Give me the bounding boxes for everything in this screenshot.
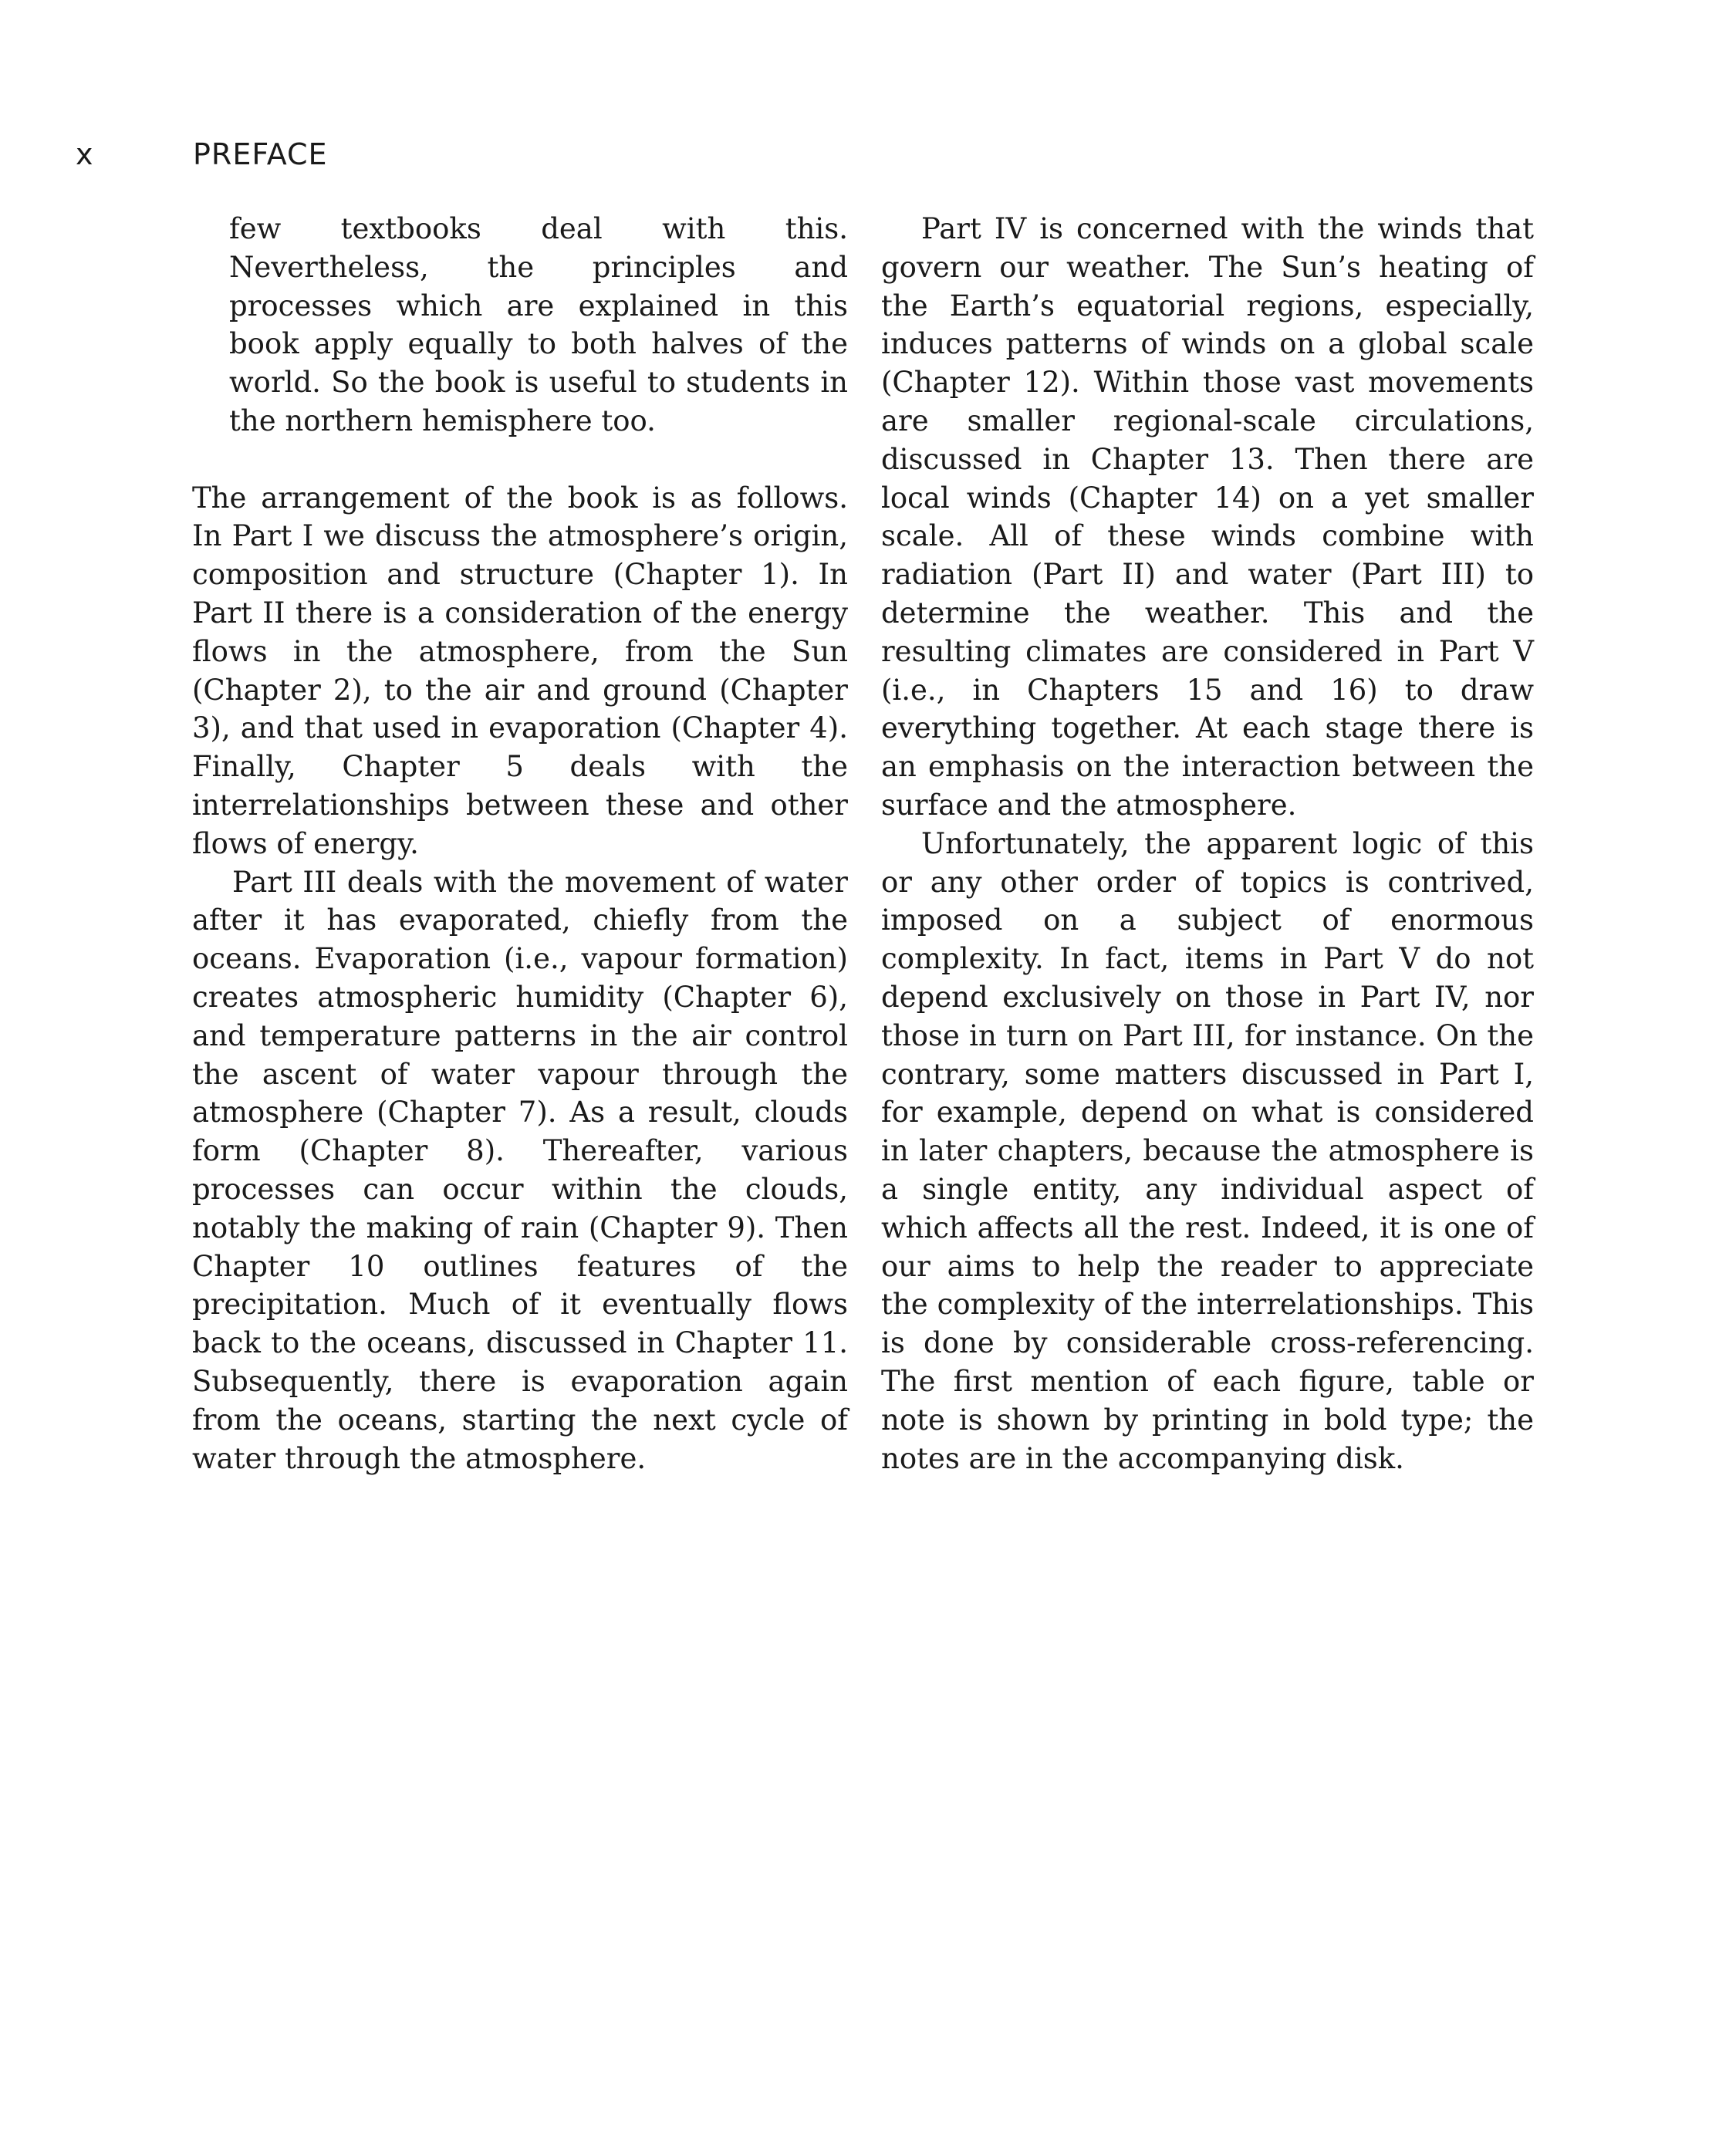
page-number: x xyxy=(76,137,94,171)
paragraph-part-four: Part IV is concerned with the winds that govern our weather. The Sun’s heating of the Earth’s equatorial regions, especially, induces patterns of winds on a global scale (Chapter 12). Within those vast movements are smaller regional-scale circulations, discussed in Chapter 13. Then there are local winds (Chapter 14) on a yet smaller scale. All of these winds combine with radiation (Part II) and water (Part III) to determine the weather. This and the resulting climates are considered in Part V (i.e., in Chapters 15 and 16) to draw everything together. At each stage there is an emphasis on the interaction between the surface and the atmosphere. xyxy=(881,212,1534,822)
right-column xyxy=(881,210,1534,1477)
section-title: PREFACE xyxy=(193,137,328,171)
paragraph-arrangement: The arrangement of the book is as follows. In Part I we discuss the atmosphere’s origin, composition and structure (Chapter 1). In Part II there is a consideration of the energy flows in the atmosphere, from the Sun (Chapter 2), to the air and ground (Chapter 3), and that used in evaporation (Chapter 4). Finally, Chapter 5 deals with the interrelationships between these and other flows of energy. xyxy=(192,481,848,860)
paragraph-part-three: Part III deals with the movement of water after it has evaporated, chiefly from the oceans. Evaporation (i.e., vapour formation) creates atmospheric humidity (Chapter 6), and temperature patterns in the air control the ascent of water vapour through the atmosphere (Chapter 7). As a result, clouds form (Chapter 8). Thereafter, various processes can occur within the clouds, notably the making of rain (Chapter 9). Then Chapter 10 outlines features of the precipitation. Much of it eventually flows back to the oceans, discussed in Chapter 11. Subsequently, there is evaporation again from the oceans, starting the next cycle of water through the atmosphere. xyxy=(192,865,848,1475)
running-head xyxy=(76,137,328,171)
paragraph-unfortunately: Unfortunately, the apparent logic of this or any other order of topics is contrived, imposed on a subject of enormous complexity. In fact, items in Part V do not depend exclusively on those in Part IV, nor those in turn on Part III, for instance. On the contrary, some matters discussed in Part I, for example, depend on what is considered in later chapters, because the atmosphere is a single entity, any individual aspect of which affects all the rest. Indeed, it is one of our aims to help the reader to appreciate the complexity of the interrelationships. This is done by considerable cross-referencing. The first mention of each figure, table or note is shown by printing in bold type; the notes are in the accompanying disk. xyxy=(881,826,1534,1475)
quote-continuation: few textbooks deal with this. Nevertheless, the principles and processes which are explained in this book apply equally to both halves of the world. So the book is useful to students in the northern hemisphere too. xyxy=(229,212,848,437)
left-column xyxy=(192,210,848,1477)
